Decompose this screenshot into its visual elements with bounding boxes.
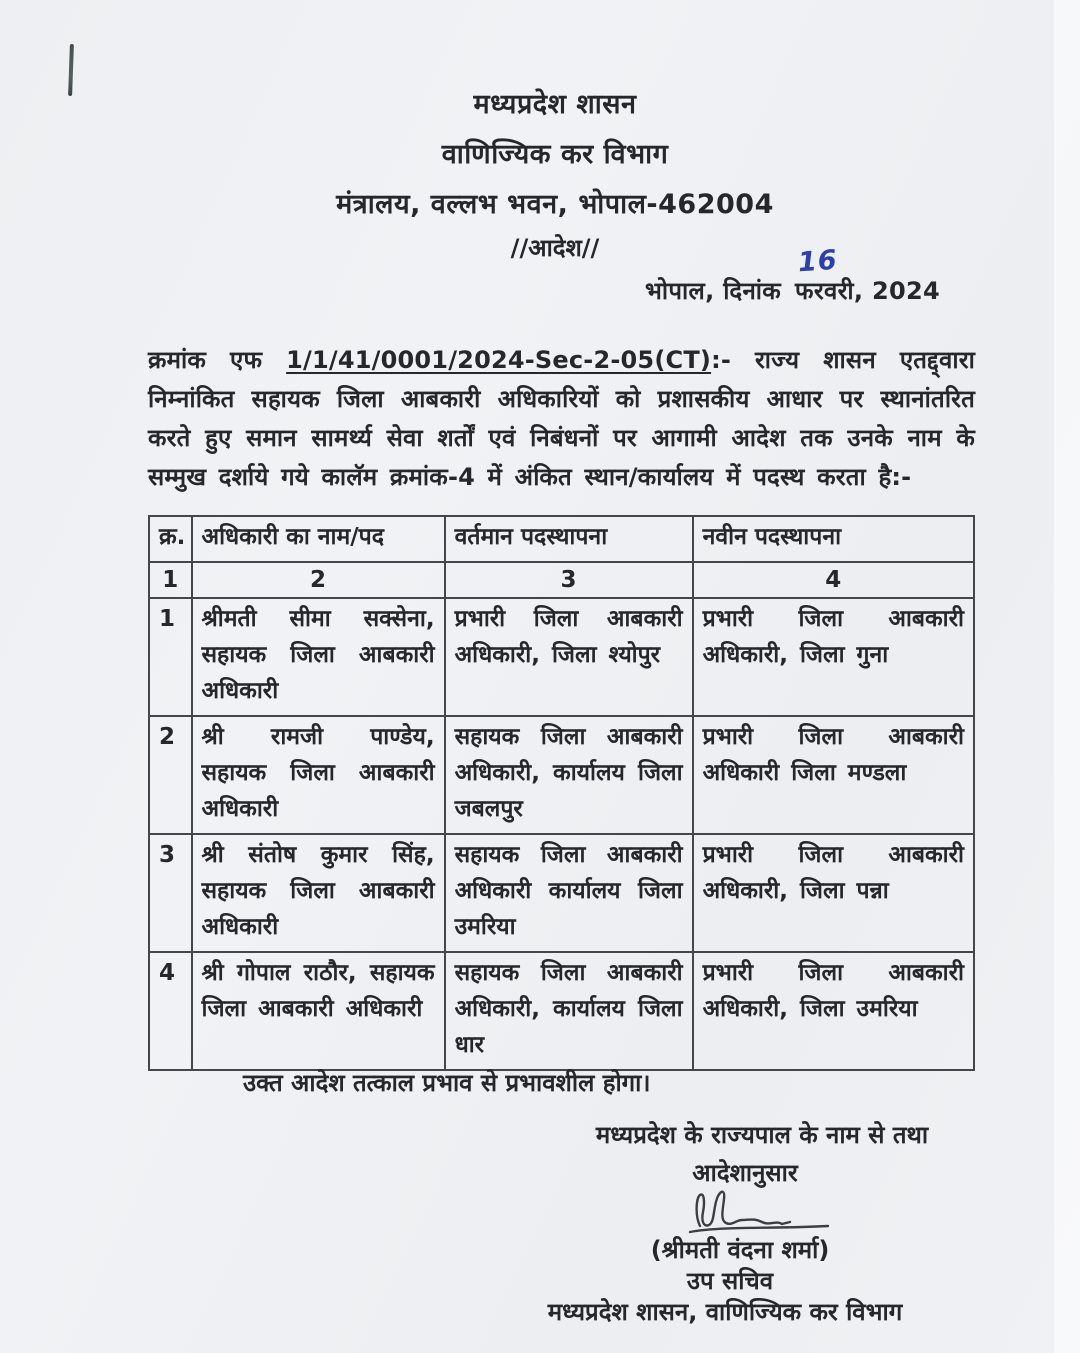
col-number-2: 2 xyxy=(192,562,445,598)
order-body-paragraph xyxy=(148,341,975,497)
by-order-line: आदेशानुसार xyxy=(692,1159,798,1187)
dateline-suffix: फरवरी, 2024 xyxy=(795,277,940,305)
table-row xyxy=(149,952,974,1070)
signature-scribble xyxy=(678,1182,838,1238)
order-title: //आदेश// xyxy=(510,234,600,262)
signatory-designation: उप सचिव xyxy=(686,1267,774,1295)
reference-number: 1/1/41/0001/2024-Sec-2-05(CT) xyxy=(286,346,712,374)
cell-sno: 3 xyxy=(149,834,192,952)
office-address: मंत्रालय, वल्लभ भवन, भोपाल-462004 xyxy=(336,189,774,220)
table-row xyxy=(149,834,974,952)
cell-sno: 4 xyxy=(149,952,192,1070)
header-new-posting: नवीन पदस्थापना xyxy=(693,516,974,562)
cell-officer-name: श्री संतोष कुमार सिंह, सहायक जिला आबकारी अधिकारी xyxy=(192,834,445,952)
cell-current-posting: सहायक जिला आबकारी अधिकारी, कार्यालय जिला जबलपुर xyxy=(445,716,693,834)
cell-new-posting: प्रभारी जिला आबकारी अधिकारी, जिला उमरिया xyxy=(693,952,974,1070)
dateline-prefix: भोपाल, दिनांक xyxy=(645,277,782,305)
letterhead xyxy=(90,80,1020,230)
transfer-table xyxy=(148,515,975,1071)
ref-suffix: :- राज्य शासन एतद्द्वारा निम्नांकित सहायक जिला आबकारी अधिकारियों को प्रशासकीय आधार पर स्थानांतरित करते हुए समान सामर्थ्य सेवा शर्तों एवं निबंधनों पर आगामी आदेश तक उनके नाम के सम्मुख दर्शाये गये कालॅम क्रमांक-4 में अंकित स्थान/कार्यालय में पदस्थ करता है:- xyxy=(148,346,975,491)
cell-officer-name: श्रीमती सीमा सक्सेना, सहायक जिला आबकारी अधिकारी xyxy=(192,598,445,716)
table-row xyxy=(149,716,974,834)
government-name: मध्यप्रदेश शासन xyxy=(473,89,637,120)
handwritten-day: 16 xyxy=(796,244,839,279)
cell-current-posting: सहायक जिला आबकारी अधिकारी कार्यालय जिला उमरिया xyxy=(445,834,693,952)
department-name: वाणिज्यिक कर विभाग xyxy=(441,139,669,170)
col-number-3: 3 xyxy=(445,562,693,598)
effective-immediately-line: उक्त आदेश तत्काल प्रभाव से प्रभावशील होगा। xyxy=(243,1069,651,1097)
signatory-department: मध्यप्रदेश शासन, वाणिज्यिक कर विभाग xyxy=(547,1298,903,1326)
staple-mark xyxy=(68,44,74,96)
place-date-line xyxy=(140,274,940,307)
cell-officer-name: श्री रामजी पाण्डेय, सहायक जिला आबकारी अधिकारी xyxy=(192,716,445,834)
cell-new-posting: प्रभारी जिला आबकारी अधिकारी, जिला पन्ना xyxy=(693,834,974,952)
table-row xyxy=(149,598,974,716)
cell-officer-name: श्री गोपाल राठौर, सहायक जिला आबकारी अधिकारी xyxy=(192,952,445,1070)
column-number-row xyxy=(149,562,974,598)
header-sno: क्र. xyxy=(149,516,192,562)
header-name: अधिकारी का नाम/पद xyxy=(192,516,445,562)
ref-prefix: क्रमांक एफ xyxy=(148,346,287,374)
col-number-1: 1 xyxy=(149,562,192,598)
cell-sno: 2 xyxy=(149,716,192,834)
cell-current-posting: प्रभारी जिला आबकारी अधिकारी, जिला श्योपुर xyxy=(445,598,693,716)
table-header-row xyxy=(149,516,974,562)
cell-current-posting: सहायक जिला आबकारी अधिकारी, कार्यालय जिला धार xyxy=(445,952,693,1070)
header-current-posting: वर्तमान पदस्थापना xyxy=(445,516,693,562)
cell-new-posting: प्रभारी जिला आबकारी अधिकारी जिला मण्डला xyxy=(693,716,974,834)
governor-authority-line: मध्यप्रदेश के राज्यपाल के नाम से तथा xyxy=(595,1121,929,1149)
cell-sno: 1 xyxy=(149,598,192,716)
signatory-name: (श्रीमती वंदना शर्मा) xyxy=(650,1236,830,1264)
cell-new-posting: प्रभारी जिला आबकारी अधिकारी, जिला गुना xyxy=(693,598,974,716)
col-number-4: 4 xyxy=(693,562,974,598)
